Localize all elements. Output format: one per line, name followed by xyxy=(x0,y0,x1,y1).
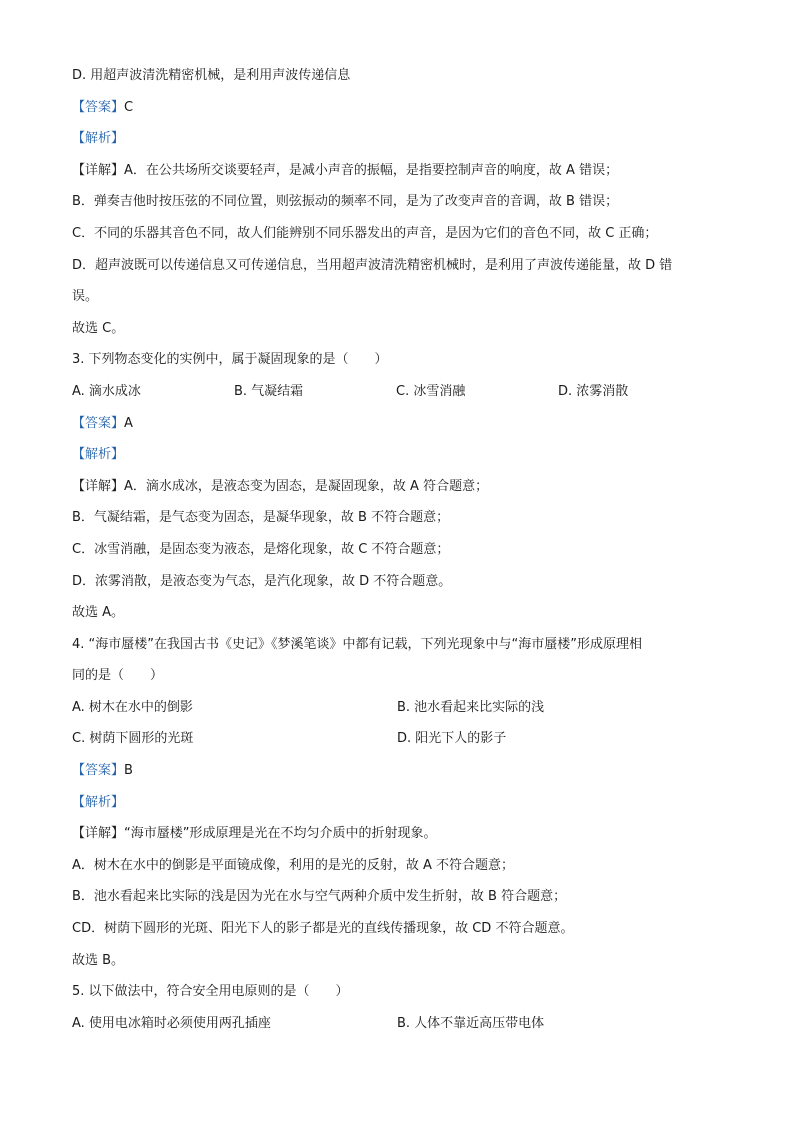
answer-value: A xyxy=(124,415,133,431)
detail-tag: 【详解】 xyxy=(72,826,125,842)
q4-option-b: B. 池水看起来比实际的浅 xyxy=(397,699,545,715)
q3-detail-b: B．气凝结霜，是气态变为固态，是凝华现象，故 B 不符合题意； xyxy=(72,510,450,526)
q3-option-d: D. 浓雾消散 xyxy=(558,383,629,399)
analysis-tag: 【解析】 xyxy=(72,447,125,463)
q4-answer xyxy=(72,755,732,787)
detail-tag: 【详解】 xyxy=(72,478,125,494)
analysis-tag: 【解析】 xyxy=(72,131,125,147)
q2-detail-d1: D．超声波既可以传递信息又可传递信息，当用超声波清洗精密机械时，是利用了声波传递能量，故 D 错 xyxy=(72,257,673,273)
answer-tag: 【答案】 xyxy=(72,415,125,431)
q4-option-c: C. 树荫下圆形的光斑 xyxy=(72,731,194,747)
q2-answer xyxy=(72,92,732,124)
q3-option-c: C. 冰雪消融 xyxy=(396,383,466,399)
q4-stem-line1: 4. “海市蜃楼”在我国古书《史记》《梦溪笔谈》中都有记载，下列光现象中与“海市蜃楼”形成原理相 xyxy=(72,636,642,652)
q3-analysis xyxy=(72,439,732,471)
q2-detail-d2: 误。 xyxy=(72,289,99,305)
q3-answer xyxy=(72,408,732,440)
q4-detail-cd: CD．树荫下圆形的光斑、阳光下人的影子都是光的直线传播现象，故 CD 不符合题意。 xyxy=(72,921,574,937)
q5-option-a: A. 使用电冰箱时必须使用两孔插座 xyxy=(72,1015,271,1031)
detail-text: “海市蜃楼”形成原理是光在不均匀介质中的折射现象。 xyxy=(124,826,437,842)
q2-detail-a xyxy=(72,155,732,187)
q3-conclusion: 故选 A。 xyxy=(72,605,125,621)
q4-stem-line2: 同的是（ ） xyxy=(72,668,164,684)
detail-tag: 【详解】 xyxy=(72,162,125,178)
q3-option-b: B. 气凝结霜 xyxy=(234,383,304,399)
q4-options-row1 xyxy=(72,692,732,724)
q2-option-d: D. 用超声波清洗精密机械，是利用声波传递信息 xyxy=(72,68,351,83)
analysis-tag: 【解析】 xyxy=(72,794,125,810)
detail-text: A．滴水成冰，是液态变为固态，是凝固现象，故 A 符合题意； xyxy=(124,478,489,494)
q2-detail-b: B．弹奏吉他时按压弦的不同位置，则弦振动的频率不同，是为了改变声音的音调，故 B 错误； xyxy=(72,194,619,210)
q4-detail-intro xyxy=(72,818,732,850)
q3-detail-c: C．冰雪消融，是固态变为液态，是熔化现象，故 C 不符合题意； xyxy=(72,541,450,557)
q4-detail-a: A．树木在水中的倒影是平面镜成像，利用的是光的反射，故 A 不符合题意； xyxy=(72,857,515,873)
q3-detail-d: D．浓雾消散，是液态变为气态，是汽化现象，故 D 不符合题意。 xyxy=(72,573,452,589)
q4-analysis xyxy=(72,787,732,819)
detail-text: A．在公共场所交谈要轻声，是减小声音的振幅，是指要控制声音的响度，故 A 错误； xyxy=(124,162,619,178)
answer-value: C xyxy=(124,99,134,115)
answer-tag: 【答案】 xyxy=(72,763,125,779)
q3-detail-a xyxy=(72,471,732,503)
q3-stem: 3. 下列物态变化的实例中，属于凝固现象的是（ ） xyxy=(72,352,388,368)
document-page xyxy=(72,60,732,1039)
q2-detail-c: C．不同的乐器其音色不同，故人们能辨别不同乐器发出的声音，是因为它们的音色不同，故 C 正确； xyxy=(72,225,658,241)
q2-conclusion: 故选 C。 xyxy=(72,320,125,336)
q4-conclusion: 故选 B。 xyxy=(72,952,125,968)
q4-options-row2 xyxy=(72,723,732,755)
q5-option-b: B. 人体不靠近高压带电体 xyxy=(397,1015,545,1031)
q4-option-a: A. 树木在水中的倒影 xyxy=(72,699,193,715)
answer-value: B xyxy=(124,763,133,779)
answer-tag: 【答案】 xyxy=(72,99,125,115)
q2-analysis xyxy=(72,123,732,155)
q4-option-d: D. 阳光下人的影子 xyxy=(397,731,507,747)
q3-options xyxy=(72,376,732,408)
q3-option-a: A. 滴水成冰 xyxy=(72,383,141,399)
q4-detail-b: B．池水看起来比实际的浅是因为光在水与空气两种介质中发生折射，故 B 符合题意； xyxy=(72,889,567,905)
q5-stem: 5. 以下做法中，符合安全用电原则的是（ ） xyxy=(72,984,349,1000)
q5-options-row1 xyxy=(72,1008,732,1040)
